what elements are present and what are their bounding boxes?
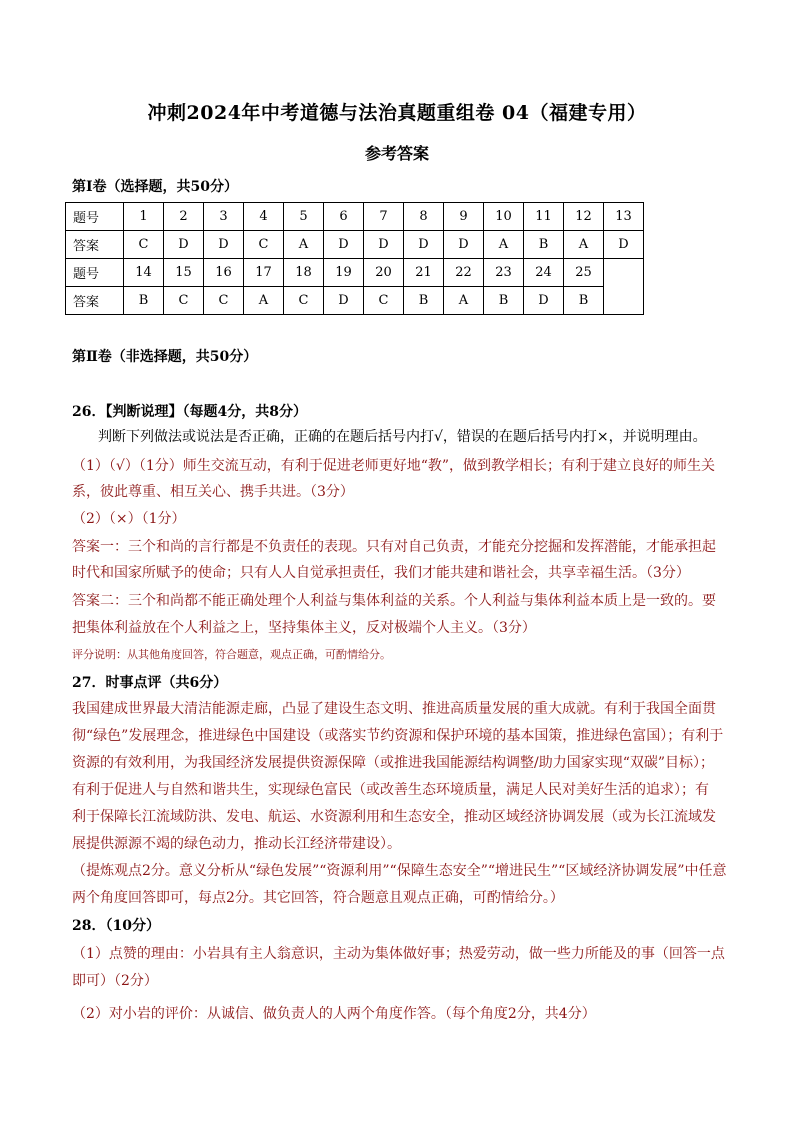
answer-cell: A xyxy=(564,231,604,259)
q28-answer-line: 即可）（2分） xyxy=(72,973,158,989)
q-number: 22 xyxy=(444,259,484,287)
q-number: 10 xyxy=(484,203,524,231)
answer-row-2 xyxy=(66,287,644,315)
q-number: 4 xyxy=(244,203,284,231)
q-number: 1 xyxy=(124,203,164,231)
q-number: 6 xyxy=(324,203,364,231)
q-number: 9 xyxy=(444,203,484,231)
q28-answer-line: （1）点赞的理由：小岩具有主人翁意识，主动为集体做好事；热爱劳动，做一些力所能及的事（回答一点 xyxy=(72,946,725,962)
row-label: 题号 xyxy=(66,203,124,231)
q-number: 7 xyxy=(364,203,404,231)
q27-scoring-line: （提炼观点2分。意义分析从“绿色发展”“资源利用”“保障生态安全”“增进民生”“区域经济协调发展”中任意 xyxy=(72,863,727,879)
answer-cell: D xyxy=(324,231,364,259)
q26-answer-line: 时代和国家所赋予的使命；只有人人自觉承担责任，我们才能共建和谐社会，共享幸福生活。（3分） xyxy=(72,565,690,581)
part1-heading: 第Ⅰ卷（选择题，共50分） xyxy=(72,179,239,195)
answer-cell: A xyxy=(244,287,284,315)
empty-cell xyxy=(604,259,644,315)
q-number: 18 xyxy=(284,259,324,287)
answer-table xyxy=(65,202,644,315)
q26-intro: 判断下列做法或说法是否正确，正确的在题后括号内打√，错误的在题后括号内打×，并说明理由。 xyxy=(98,429,707,445)
q26-answer-line: 把集体利益放在个人利益之上，坚持集体主义，反对极端个人主义。（3分） xyxy=(72,620,536,636)
q-number: 12 xyxy=(564,203,604,231)
q-number: 21 xyxy=(404,259,444,287)
q27-answer-line: 我国建成世界最大清洁能源走廊，凸显了建设生态文明、推进高质量发展的重大成就。有利于我国全面贯 xyxy=(72,701,716,717)
q-number: 15 xyxy=(164,259,204,287)
answer-cell: D xyxy=(604,231,644,259)
q27-scoring-line: 两个角度回答即可，每点2分。其它回答，符合题意且观点正确，可酌情给分。） xyxy=(72,890,564,906)
q-number: 24 xyxy=(524,259,564,287)
q26-answer-line: （2）（×）（1分） xyxy=(72,511,186,527)
q-number: 14 xyxy=(124,259,164,287)
answer-cell: A xyxy=(284,231,324,259)
q-number: 8 xyxy=(404,203,444,231)
q27-answer-line: 利于保障长江流域防洪、发电、航运、水资源利用和生态安全，推动区域经济协调发展（或为长江流域发 xyxy=(72,809,716,825)
question-row-2 xyxy=(66,259,644,287)
part2-heading: 第Ⅱ卷（非选择题，共50分） xyxy=(72,349,258,365)
q-number: 2 xyxy=(164,203,204,231)
q-number: 19 xyxy=(324,259,364,287)
row-label: 答案 xyxy=(66,287,124,315)
q26-answer-line: 答案二：三个和尚都不能正确处理个人利益与集体利益的关系。个人利益与集体利益本质上是一致的。要 xyxy=(72,593,716,609)
q26-scoring-note: 评分说明：从其他角度回答，符合题意，观点正确，可酌情给分。 xyxy=(72,648,391,661)
q27-answer-line: 展提供源源不竭的绿色动力，推动长江经济带建设）。 xyxy=(72,836,401,852)
q-number: 16 xyxy=(204,259,244,287)
q27-answer-line: 有利于促进人与自然和谐共生，实现绿色富民（或改善生态环境质量，满足人民对美好生活的追求）；有 xyxy=(72,782,709,798)
q27-answer-line: 资源的有效利用，为我国经济发展提供资源保障（或推进我国能源结构调整/助力国家实现“双碳”目标）； xyxy=(72,755,715,771)
q-number: 23 xyxy=(484,259,524,287)
q26-answer-line: （1）（√）（1分）师生交流互动，有利于促进老师更好地“教”，做到教学相长；有利于建立良好的师生关 xyxy=(72,458,716,474)
q-number: 25 xyxy=(564,259,604,287)
answer-cell: D xyxy=(164,231,204,259)
q28-heading: 28．（10分） xyxy=(72,918,160,934)
answer-cell: D xyxy=(404,231,444,259)
q-number: 17 xyxy=(244,259,284,287)
answer-cell: A xyxy=(484,231,524,259)
page-subtitle: 参考答案 xyxy=(364,144,429,163)
q-number: 20 xyxy=(364,259,404,287)
answer-cell: B xyxy=(564,287,604,315)
page-title: 冲刺2024年中考道德与法治真题重组卷 04（福建专用） xyxy=(147,102,647,124)
answer-cell: D xyxy=(204,231,244,259)
q28-answer-line: （2）对小岩的评价：从诚信、做负责人的人两个角度作答。（每个角度2分，共4分） xyxy=(72,1006,596,1022)
answer-cell: D xyxy=(324,287,364,315)
answer-cell: B xyxy=(524,231,564,259)
answer-cell: B xyxy=(404,287,444,315)
answer-cell: C xyxy=(284,287,324,315)
answer-cell: C xyxy=(364,287,404,315)
answer-cell: D xyxy=(364,231,404,259)
answer-cell: B xyxy=(484,287,524,315)
q-number: 5 xyxy=(284,203,324,231)
answer-cell: C xyxy=(244,231,284,259)
answer-cell: B xyxy=(124,287,164,315)
answer-cell: C xyxy=(124,231,164,259)
q-number: 13 xyxy=(604,203,644,231)
answer-cell: C xyxy=(164,287,204,315)
row-label: 答案 xyxy=(66,231,124,259)
q26-answer-line: 系，彼此尊重、相互关心、携手共进。（3分） xyxy=(72,484,354,500)
answer-cell: D xyxy=(524,287,564,315)
q26-heading: 26．【判断说理】（每题4分，共8分） xyxy=(72,404,307,420)
answer-cell: A xyxy=(444,287,484,315)
q-number: 3 xyxy=(204,203,244,231)
question-row-1 xyxy=(66,203,644,231)
row-label: 题号 xyxy=(66,259,124,287)
q26-answer-line: 答案一：三个和尚的言行都是不负责任的表现。只有对自己负责，才能充分挖掘和发挥潜能，才能承担起 xyxy=(72,539,716,555)
answer-cell: C xyxy=(204,287,244,315)
answer-cell: D xyxy=(444,231,484,259)
answer-row-1 xyxy=(66,231,644,259)
q-number: 11 xyxy=(524,203,564,231)
q27-heading: 27．时事点评（共6分） xyxy=(72,675,228,691)
q27-answer-line: 彻“绿色”发展理念，推进绿色中国建设（或落实节约资源和保护环境的基本国策，推进绿色富国）；有利于 xyxy=(72,728,724,744)
